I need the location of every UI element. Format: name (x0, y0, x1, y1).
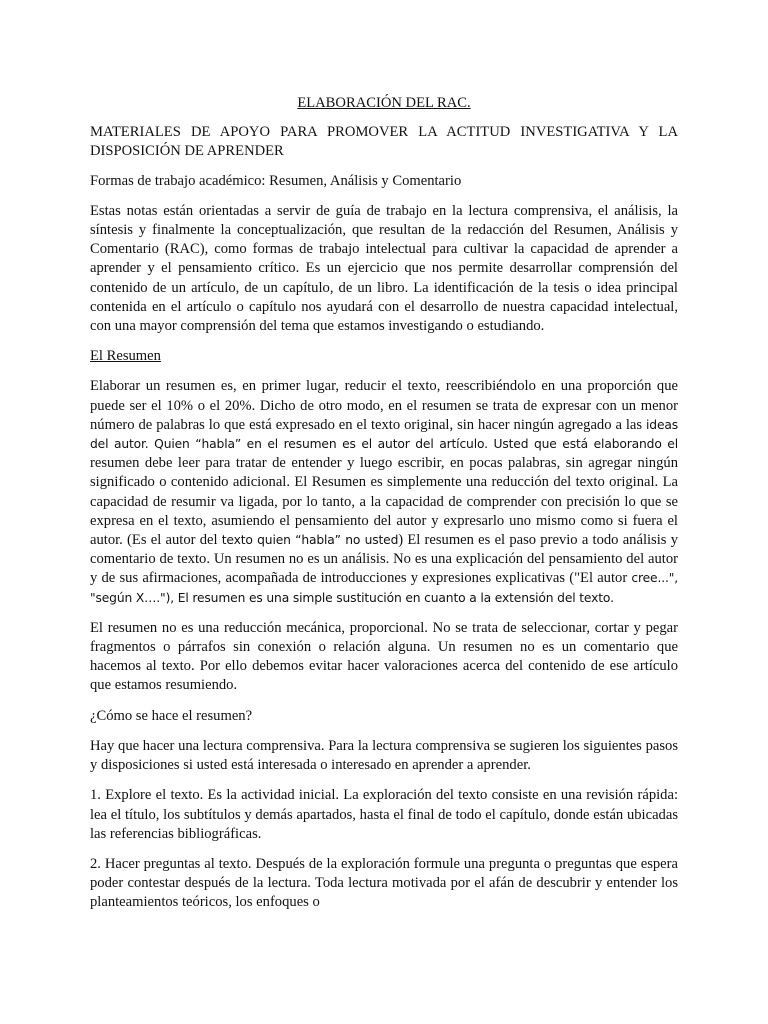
resumen-p1-part6: cree...", "según X…."), El resumen es una simple sustitución en cuanto a la extensión del texto. (90, 571, 678, 605)
lectura-paragraph: Hay que hacer una lectura comprensiva. Para la lectura comprensiva se sugieren los siguientes pasos y disposiciones si usted está interesada o interesado en aprender a aprender. (90, 737, 678, 774)
document-page (90, 94, 678, 924)
question-line: ¿Cómo se hace el resumen? (90, 707, 253, 724)
resumen-p1-part2: ideas del autor. Quien “habla” en el resumen es el autor del artículo. Usted que está elaborando el (90, 417, 678, 452)
step-2-paragraph: 2. Hacer preguntas al texto. Después de la exploración formule una pregunta o preguntas que espera poder contestar después de la lectura. Toda lectura motivada por el afán de descubrir y entender los planteamientos teóricos, los enfoques o (90, 855, 678, 911)
resumen-p1-part1: Elaborar un resumen es, en primer lugar, reducir el texto, reescribiéndolo en una proporción que puede ser el 10% o el 20%. Dicho de otro modo, en el resumen se trata de expresar con un menor número de palabras lo que está expresado en el texto original, sin hacer ningún agregado a las (90, 378, 678, 433)
document-subtitle: MATERIALES DE APOYO PARA PROMOVER LA ACTITUD INVESTIGATIVA Y LA DISPOSICIÓN DE APRENDER (90, 124, 678, 160)
section-heading: El Resumen (90, 348, 161, 365)
document-title: ELABORACIÓN DEL RAC. (297, 95, 471, 111)
step-1-paragraph: 1. Explore el texto. Es la actividad inicial. La exploración del texto consiste en una revisión rápida: lea el título, los subtítulos y demás apartados, hasta el final de todo el capítulo, donde están ubicadas las referencias bibliográficas. (90, 787, 678, 842)
resumen-p1-part4: texto quien “habla” no usted (221, 533, 399, 548)
forms-line: Formas de trabajo académico: Resumen, Análisis y Comentario (90, 172, 462, 189)
resumen-p1-part3: resumen debe leer para tratar de entender y luego escribir, en pocas palabras, sin agregar ningún significado o contenido adicional. El Resumen es simplemente una reducción del texto original. La capacidad de resumir va ligada, por lo tanto, a la capacidad de comprender con precisión lo que se expresa en el texto, asumiendo el pensamiento del autor y expresarlo uno mismo como si fuera el autor. (Es el autor del (90, 455, 678, 549)
resumen-paragraph-1 (90, 377, 678, 607)
resumen-p1-part5: ) El resumen es el paso previo a todo análisis y comentario de texto. Un resumen no es un análisis. No es una explicación del pensamiento del autor y de sus afirmaciones, acompañada de introducciones y expresiones explicativas ("El autor (90, 532, 678, 587)
resumen-paragraph-2: El resumen no es una reducción mecánica, proporcional. No se trata de seleccionar, cortar y pegar fragmentos o párrafos sin conexión o relación alguna. Un resumen no es un comentario que hacemos al texto. Por ello debemos evitar hacer valoraciones acerca del contenido de ese artículo que estamos resumiendo. (90, 619, 678, 694)
intro-paragraph: Estas notas están orientadas a servir de guía de trabajo en la lectura comprensiva, el análisis, la síntesis y finalmente la conceptualización, que resultan de la redacción del Resumen, Análisis y Comentario (RAC), como formas de trabajo intelectual para cultivar la capacidad de aprender a aprender y el pensamiento crítico. Es un ejercicio que nos permite desarrollar comprensión del contenido de un artículo, de un capítulo, de un libro. La identificación de la tesis o idea principal contenida en el artículo o capítulo nos ayudará con el desarrollo de nuestra capacidad intelectual, con una mayor comprensión del tema que estamos investigando o estudiando. (90, 202, 678, 335)
